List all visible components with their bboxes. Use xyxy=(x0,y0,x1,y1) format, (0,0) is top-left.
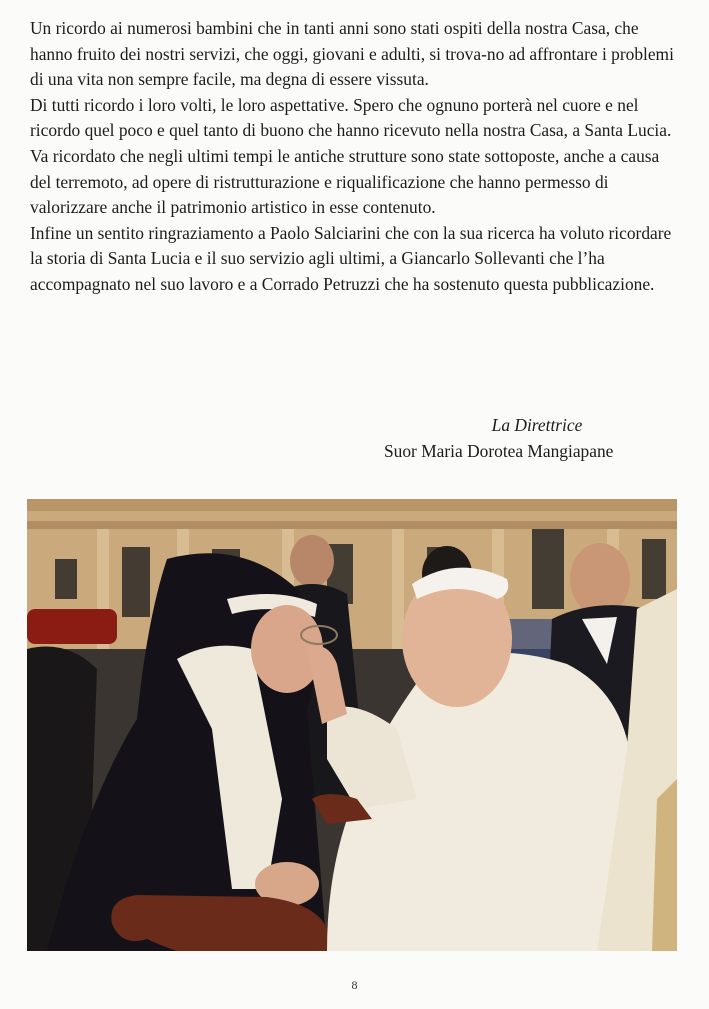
photograph xyxy=(27,499,677,951)
paragraph-4: Infine un sentito ringraziamento a Paolo Salciarini che con la sua ricerca ha voluto ricordare la storia di Santa Lucia e il suo servizio agli ultimi, a Giancarlo Sollevanti che l’ha accompagnato nel suo lavoro e a Corrado Petruzzi che ha sostenuto questa pubblicazione. xyxy=(30,222,672,294)
photo-illustration xyxy=(27,499,677,951)
man-face xyxy=(290,535,334,587)
body-text xyxy=(30,16,680,298)
signature-role: La Direttrice xyxy=(491,415,583,435)
signature-block xyxy=(380,412,670,464)
paragraph-2: Di tutti ricordo i loro volti, le loro aspettative. Spero che ognuno porterà nel cuore e nel ricordo quel poco e quel tanto di buono che hanno ricevuto nella nostra Casa, a Santa Lucia. xyxy=(30,94,672,141)
page-number: 8 xyxy=(351,978,358,992)
paragraph-1: Un ricordo ai numerosi bambini che in tanti anni sono stati ospiti della nostra Casa, che hanno fruito dei nostri servizi, che oggi, giovani e adulti, si trova-no ad affrontare i problemi di una vita non sempre facile, ma degna di essere vissuta. xyxy=(30,18,674,90)
paragraph-3: Va ricordato che negli ultimi tempi le antiche strutture sono state sottoposte, anche a causa del terremoto, ad opere di ristrutturazione e riqualificazione che hanno permesso di valorizzare anche il patrimonio artistico in esse contenuto. xyxy=(30,145,660,218)
signature-name: Suor Maria Dorotea Mangiapane xyxy=(384,441,614,461)
